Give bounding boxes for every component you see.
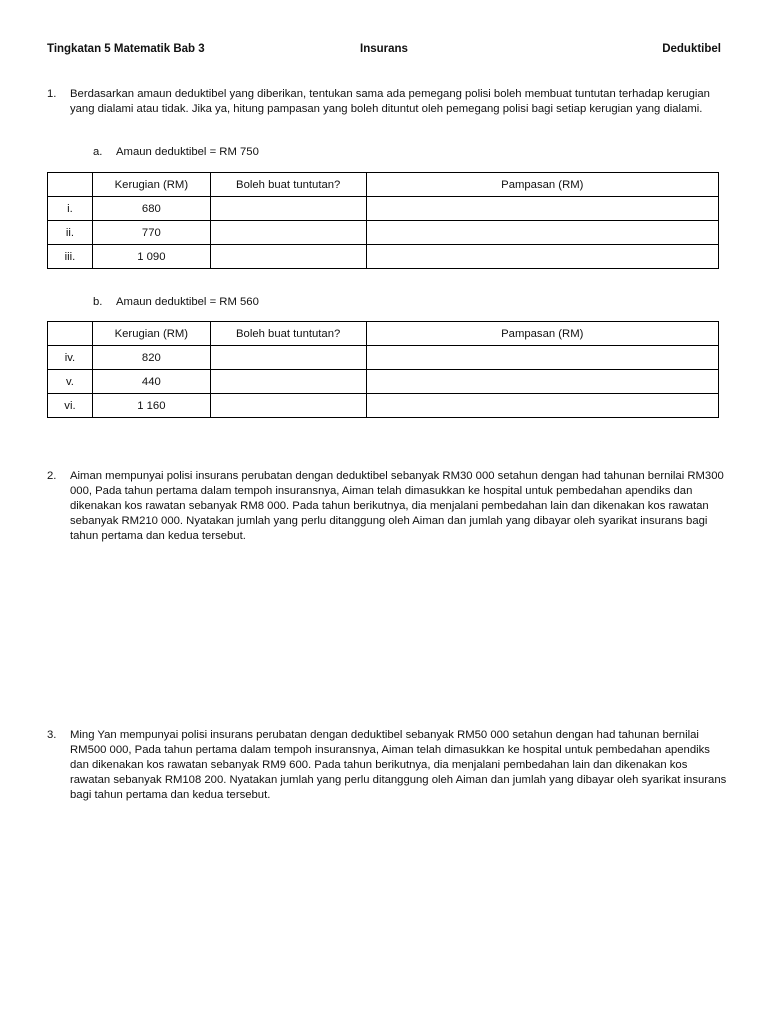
table-header-row bbox=[48, 173, 719, 197]
header-cell-compensation: Pampasan (RM) bbox=[366, 173, 718, 197]
table-row bbox=[48, 346, 719, 370]
header-cell-claimable: Boleh buat tuntutan? bbox=[210, 322, 366, 346]
table-part-b bbox=[47, 321, 719, 418]
part-b-deductible: Amaun deduktibel = RM 560 bbox=[116, 296, 259, 308]
header-cell-loss: Kerugian (RM) bbox=[92, 322, 210, 346]
row-compensation-answer[interactable] bbox=[366, 394, 718, 418]
table-row bbox=[48, 394, 719, 418]
row-numeral: vi. bbox=[48, 394, 93, 418]
row-claimable-answer[interactable] bbox=[210, 370, 366, 394]
question-2 bbox=[47, 469, 727, 547]
question-2-text: Aiman mempunyai polisi insurans perubatan dengan deduktibel sebanyak RM30 000 setahun dengan had tahunan bernilai RM300 000, Pada tahun pertama dalam tempoh insuransnya, Aiman telah dimasukkan ke hospital untuk pembedahan apendiks dan dikenakan kos rawatan sebanyak RM8 000. Pada tahun berikutnya, dia menjalani pembedahan lain dan dikenakan kos rawatan sebanyak RM210 000. Nyatakan jumlah yang perlu ditanggung oleh Aiman dan jumlah yang dibayar oleh syarikat insurans bagi tahun pertama dan kedua tersebut. bbox=[70, 470, 724, 542]
question-2-number: 2. bbox=[47, 470, 57, 482]
row-loss: 1 160 bbox=[92, 394, 210, 418]
row-numeral: i. bbox=[48, 197, 93, 221]
row-loss: 440 bbox=[92, 370, 210, 394]
header-cell-claimable: Boleh buat tuntutan? bbox=[210, 173, 366, 197]
row-compensation-answer[interactable] bbox=[366, 370, 718, 394]
question-1-text: Berdasarkan amaun deduktibel yang diberikan, tentukan sama ada pemegang polisi boleh membuat tuntutan terhadap kerugian yang dialami atau tidak. Jika ya, hitung pampasan yang boleh dituntut oleh pemegang polisi bagi setiap kerugian yang dialami. bbox=[70, 88, 710, 115]
row-claimable-answer[interactable] bbox=[210, 346, 366, 370]
question-1-number: 1. bbox=[47, 88, 57, 100]
table-row bbox=[48, 370, 719, 394]
header-cell-blank bbox=[48, 173, 93, 197]
table-row bbox=[48, 245, 719, 269]
header-subject: Tingkatan 5 Matematik Bab 3 bbox=[47, 43, 205, 55]
row-numeral: iv. bbox=[48, 346, 93, 370]
row-compensation-answer[interactable] bbox=[366, 245, 718, 269]
table-part-a bbox=[47, 172, 719, 269]
row-claimable-answer[interactable] bbox=[210, 221, 366, 245]
table-row bbox=[48, 221, 719, 245]
part-a-deductible: Amaun deduktibel = RM 750 bbox=[116, 146, 259, 158]
row-loss: 770 bbox=[92, 221, 210, 245]
row-numeral: iii. bbox=[48, 245, 93, 269]
header-cell-compensation: Pampasan (RM) bbox=[366, 322, 718, 346]
part-b-letter: b. bbox=[93, 296, 103, 308]
row-loss: 820 bbox=[92, 346, 210, 370]
row-compensation-answer[interactable] bbox=[366, 346, 718, 370]
question-1 bbox=[47, 87, 727, 135]
row-numeral: v. bbox=[48, 370, 93, 394]
question-3-number: 3. bbox=[47, 729, 57, 741]
row-numeral: ii. bbox=[48, 221, 93, 245]
table-row bbox=[48, 197, 719, 221]
row-compensation-answer[interactable] bbox=[366, 197, 718, 221]
question-3 bbox=[47, 728, 727, 806]
table-header-row bbox=[48, 322, 719, 346]
page-header bbox=[47, 43, 721, 61]
row-claimable-answer[interactable] bbox=[210, 394, 366, 418]
header-chapter: Insurans bbox=[360, 43, 408, 55]
header-cell-blank bbox=[48, 322, 93, 346]
header-cell-loss: Kerugian (RM) bbox=[92, 173, 210, 197]
row-loss: 1 090 bbox=[92, 245, 210, 269]
row-compensation-answer[interactable] bbox=[366, 221, 718, 245]
part-a-letter: a. bbox=[93, 146, 103, 158]
header-topic: Deduktibel bbox=[662, 43, 721, 55]
row-claimable-answer[interactable] bbox=[210, 197, 366, 221]
row-claimable-answer[interactable] bbox=[210, 245, 366, 269]
question-3-text: Ming Yan mempunyai polisi insurans perubatan dengan deduktibel sebanyak RM50 000 setahun dengan had tahunan bernilai RM500 000, Pada tahun pertama dalam tempoh insuransnya, Aiman telah dimasukkan ke hospital untuk pembedahan apendiks dan dikenakan kos rawatan sebanyak RM9 600. Pada tahun berikutnya, dia menjalani pembedahan lain dan dikenakan kos rawatan sebanyak RM108 200. Nyatakan jumlah yang perlu ditanggung oleh Aiman dan jumlah yang dibayar oleh syarikat insurans bagi tahun pertama dan kedua tersebut. bbox=[70, 729, 727, 801]
row-loss: 680 bbox=[92, 197, 210, 221]
